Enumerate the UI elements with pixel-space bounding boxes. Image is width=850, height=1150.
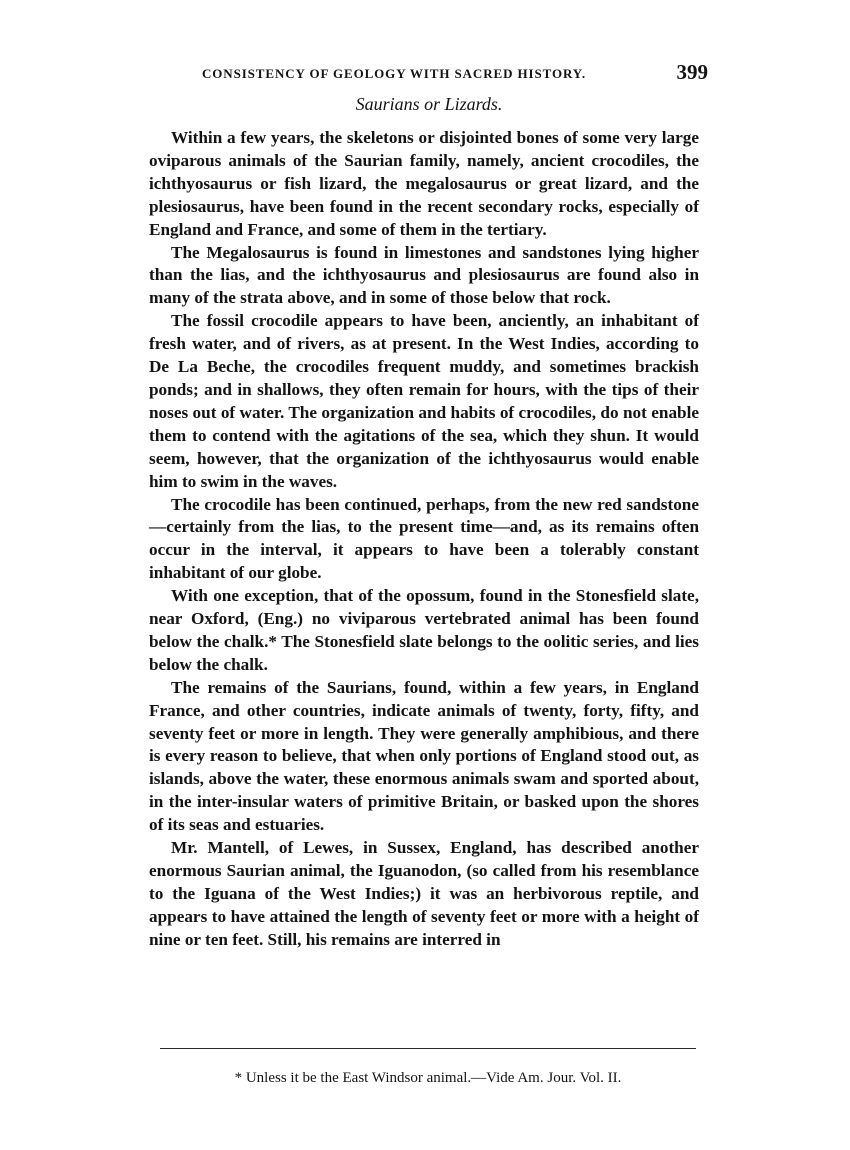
paragraph: Mr. Mantell, of Lewes, in Sussex, England, has described another enormous Saurian animal, the Iguanodon, (so called from his resemblance to the Iguana of the West Indies;) it was an herbivorous reptile, and appears to have attained the length of seventy feet or more with a height of nine or ten feet. Still, his remains are interred in [149, 838, 699, 949]
body-text [149, 127, 699, 952]
page-number: 399 [676, 60, 708, 84]
section-heading-text: Saurians or Lizards. [355, 94, 503, 114]
section-heading [0, 94, 850, 115]
footnote-divider [160, 1048, 696, 1049]
paragraph: Within a few years, the skeletons or disjointed bones of some very large oviparous animals of the Saurian family, namely, ancient crocodiles, the ichthyosaurus or fish lizard, the megalosaurus or great lizard, and the plesiosaurus, have been found in the recent secondary rocks, especially of England and France, and some of them in the tertiary. [149, 128, 699, 239]
running-title: CONSISTENCY OF GEOLOGY WITH SACRED HISTORY. [202, 66, 587, 81]
running-head [188, 62, 708, 86]
paragraph: The crocodile has been continued, perhaps, from the new red sandstone—certainly from the lias, to the present time—and, as its remains often occur in the interval, it appears to have been a tolerably constant inhabitant of our globe. [149, 494, 699, 583]
paragraph: With one exception, that of the opossum, found in the Stonesfield slate, near Oxford, (Eng.) no viviparous vertebrated animal has been found below the chalk.* The Stonesfield slate belongs to the oolitic series, and lies below the chalk. [149, 586, 699, 674]
paragraph: The Megalosaurus is found in limestones and sandstones lying higher than the lias, and the ichthyosaurus and plesiosaurus are found also in many of the strata above, and in some of those below that rock. [149, 242, 699, 308]
paragraph: The remains of the Saurians, found, within a few years, in England France, and other countries, indicate animals of twenty, forty, fifty, and seventy feet or more in length. They were generally amphibious, and there is every reason to believe, that when only portions of England stood out, as islands, above the water, these enormous animals swam and sported about, in the inter-insular waters of primitive Britain, or basked upon the shores of its seas and estuaries. [149, 677, 699, 835]
paragraph: The fossil crocodile appears to have been, anciently, an inhabitant of fresh water, and of rivers, as at present. In the West Indies, according to De La Beche, the crocodiles frequent muddy, and sometimes brackish ponds; and in shallows, they often remain for hours, with the tips of their noses out of water. The organization and habits of crocodiles, do not enable them to contend with the agitations of the sea, which they shun. It would seem, however, that the organization of the ichthyosaurus would enable him to swim in the waves. [149, 311, 699, 491]
footnote [0, 1070, 850, 1087]
footnote-text: * Unless it be the East Windsor animal.—Vide Am. Jour. Vol. II. [234, 1070, 622, 1086]
